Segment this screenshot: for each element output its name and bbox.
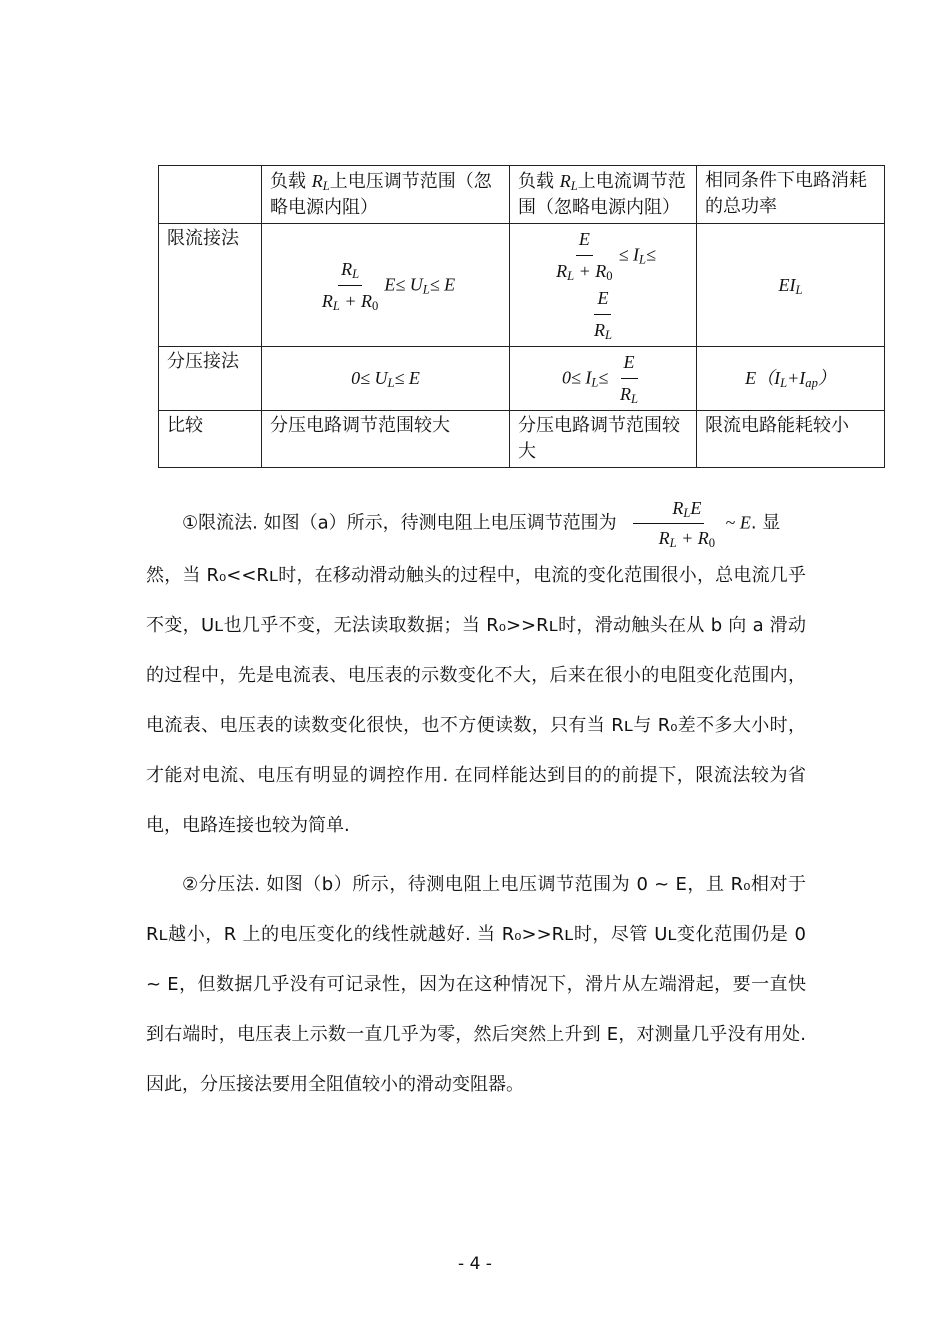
- formula-text: ≤: [645, 244, 656, 265]
- header-text: 上电压调节范围（忽略电源内阻）: [270, 171, 492, 218]
- paragraph-body: 然，当 R₀<<Rʟ时，在移动滑动触头的过程中，电流的变化范围很小，总电流几乎不变，Uʟ也几乎不变，无法读取数据；当 R₀>>Rʟ时，滑动触头在从 b 向 a 滑动的过程中，先是电流表、电压表的示数变化不大，后来在很小的电阻变化范围内，电流表、电压表的读数变化很快，也不方便读数，只有当 Rʟ与 R₀差不多大小时，才能对电流、电压有明显的调控作用. 在同样能达到目的的前提下，限流法较为省电，电路连接也较为简单.: [146, 565, 806, 836]
- row-label-comparison: 比较: [159, 411, 262, 468]
- symbol: E: [578, 229, 590, 249]
- symbol-sub: L: [683, 506, 691, 521]
- symbol-sub: L: [669, 536, 677, 551]
- symbol-r: R: [311, 171, 323, 191]
- symbol-sub: 0: [708, 536, 716, 551]
- symbol: R: [341, 258, 353, 279]
- header-text: 负载: [270, 171, 312, 192]
- header-voltage-range: [262, 166, 510, 224]
- symbol-sub: L: [638, 252, 646, 267]
- comparison-table: [158, 165, 885, 468]
- symbol-sub: 0: [372, 298, 379, 313]
- formula-text: ~: [721, 512, 740, 533]
- symbol-sub: L: [591, 375, 599, 390]
- header-text: 上电流调节范围（忽略电源内阻）: [518, 171, 686, 218]
- fraction: [553, 226, 615, 285]
- symbol: R: [556, 261, 568, 281]
- paragraph-body: ②分压法. 如图（b）所示，待测电阻上电压调节范围为 0 ~ E，且 R₀相对于 Rʟ越小，R 上的电压变化的线性就越好. 当 R₀>>Rʟ时，尽管 Uʟ变化范围仍是 0 ~ E，但数据几乎没有可记录性，因为在这种情况下，滑片从左端滑起，要一直快到右端时，电压表上示数一直几乎为零，然后突然上升到 E，对测量几乎没有用处. 因此，分压接法要用全阻值较小的滑动变阻器。: [146, 874, 806, 1095]
- formula-text: ≤ E: [394, 368, 420, 388]
- symbol-sub: L: [352, 266, 360, 281]
- fraction: [591, 285, 615, 344]
- cell-current-formula: [510, 347, 697, 411]
- header-text: 负载: [518, 171, 560, 192]
- symbol: + R: [339, 290, 373, 311]
- symbol-sub: L: [332, 298, 340, 313]
- symbol: R: [672, 498, 684, 518]
- formula-text: ≤: [598, 367, 609, 388]
- symbol: R: [593, 320, 605, 340]
- symbol-sub: L: [570, 179, 578, 194]
- symbol-sub: 0: [606, 269, 613, 284]
- symbol-sub: L: [422, 282, 430, 297]
- symbol-sub: L: [631, 392, 639, 407]
- formula-text: 0≤ U: [351, 368, 388, 388]
- formula-text: E（I: [745, 368, 781, 388]
- symbol-sub: L: [780, 376, 788, 391]
- paragraph-voltage-divider: [146, 860, 806, 1110]
- fraction: [620, 496, 718, 551]
- symbol-sub: L: [795, 282, 803, 297]
- formula-text: E≤ U: [384, 274, 423, 294]
- table-row-current-limiting: [159, 224, 885, 347]
- cell-power-formula: [697, 347, 885, 411]
- symbol-sub: L: [322, 179, 330, 194]
- symbol: R: [658, 528, 670, 548]
- paragraph-lead: ①限流法. 如图（a）所示，待测电阻上电压调节范围为: [182, 512, 617, 534]
- cell-comparison-current: 分压电路调节范围较大: [510, 411, 697, 468]
- cell-power-formula: [697, 224, 885, 347]
- page-number: - 4 -: [458, 1254, 492, 1274]
- cell-voltage-formula: [262, 347, 510, 411]
- table-row-voltage-divider: [159, 347, 885, 411]
- formula-text: ）: [817, 368, 836, 388]
- paragraph-current-limiting: [146, 496, 806, 851]
- formula-text: EI: [778, 274, 796, 295]
- symbol: E: [690, 498, 702, 518]
- formula-text: +I: [787, 368, 806, 388]
- symbol-r: R: [559, 171, 571, 191]
- header-total-power: 相同条件下电路消耗的总功率: [697, 166, 885, 224]
- formula-text: ≤ I: [618, 244, 639, 265]
- table-row-comparison: [159, 411, 885, 468]
- header-current-range: [510, 166, 697, 224]
- table-header-row: [159, 166, 885, 224]
- symbol: R: [321, 290, 333, 311]
- fraction: [617, 349, 641, 408]
- header-empty-cell: [159, 166, 262, 224]
- formula-text: ≤ E: [429, 274, 456, 294]
- symbol-sub: L: [567, 269, 575, 284]
- formula-text: 0≤ I: [561, 367, 592, 388]
- symbol-sub: ap: [805, 376, 818, 391]
- symbol: R: [620, 384, 631, 404]
- symbol: + R: [676, 528, 709, 548]
- paragraph-text: . 显: [750, 512, 781, 534]
- cell-comparison-power: 限流电路能耗较小: [697, 411, 885, 468]
- symbol-sub: L: [387, 376, 395, 391]
- row-label-voltage-divider: 分压接法: [159, 347, 262, 411]
- cell-current-formula: [510, 224, 697, 347]
- row-label-current-limiting: 限流接法: [159, 224, 262, 347]
- symbol: + R: [574, 261, 607, 281]
- symbol: E: [739, 512, 751, 533]
- symbol: E: [623, 352, 635, 372]
- symbol-sub: L: [604, 328, 612, 343]
- fraction: [319, 256, 381, 315]
- symbol: E: [597, 288, 609, 308]
- cell-comparison-voltage: 分压电路调节范围较大: [262, 411, 510, 468]
- cell-voltage-formula: [262, 224, 510, 347]
